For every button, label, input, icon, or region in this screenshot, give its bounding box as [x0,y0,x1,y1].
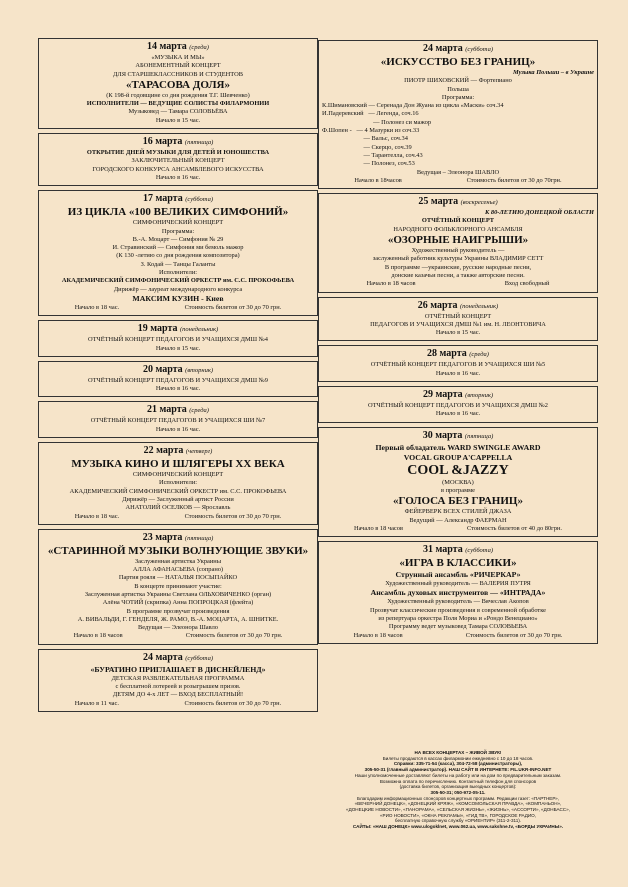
event-weekday: (понедельник) [460,302,499,310]
event-footer-item: Стоимость билетов от 30 до 70грн. [466,176,562,184]
event-footer [322,525,594,533]
event-date [322,544,594,557]
event-card [318,40,598,189]
event-card [38,401,318,438]
event-line: «ТАРАСОВА ДОЛЯ» [126,78,230,91]
footer-line: НА ВСЕХ КОНЦЕРТАХ – ЖИВОЙ ЗВУК! [414,750,502,755]
event-date-text: 26 марта [417,299,458,311]
event-line: АБОНЕМЕНТНЫЙ КОНЦЕРТ [135,62,221,70]
event-date-text: 19 марта [137,323,178,335]
event-weekday: (суббота) [465,547,493,555]
event-weekday: (вторник) [185,366,214,374]
event-line: Программа: [161,227,195,235]
event-date [322,43,594,56]
event-footer [322,177,594,185]
event-footer-item: Стоимость билетов от 30 до 70 грн. [185,632,283,640]
event-line: В.-А. Моцарт — Симфония № 29 [132,235,224,243]
event-weekday: (суббота) [185,654,213,662]
event-footer [42,304,314,312]
event-line: ИСПОЛНИТЕЛИ — ВЕДУЩИЕ СОЛИСТЫ ФИЛАРМОНИИ [86,100,270,108]
event-line: ДЕТСКАЯ РАЗВЛЕКАТЕЛЬНАЯ ПРОГРАММА [111,674,245,682]
event-date [42,404,314,417]
event-line: Художественный руководитель — [411,247,505,255]
event-line: Ведущая — Элеонора Шавло [138,624,218,632]
event-line: ФЕЙЕРВЕРК ВСЕХ СТИЛЕЙ ДЖАЗА [404,508,512,516]
event-card [38,361,318,398]
footer-line: САЙТЫ: «НАШ ДОНЕЦК» www.ulogoklnet, www.062.ua, www.sakshne.tv, «БОРДЫ УКРАИНЫ». [352,824,564,830]
event-date [42,532,314,545]
event-line: Начало в 15 час. [155,116,201,124]
event-footer-item: Стоимость билетов от 30 до 70 грн. [184,512,282,520]
event-footer [42,513,314,521]
event-footer-item: Начало в 18 часов [73,632,123,640]
event-footer-item: Стоимость билетов от 40 до 80грн. [466,524,562,532]
event-line: К 80-ЛЕТИЮ ДОНЕЦКОЙ ОБЛАСТИ [484,209,594,217]
footer-line: (доставка билетов, организация выездных концертов): [399,784,517,790]
event-line: ПЕДАГОГОВ И УЧАЩИХСЯ ДМШ №1 им. Н. ЛЕОНТОВИЧА [370,320,546,328]
event-date [322,300,594,313]
event-weekday: (воскресенье) [460,199,498,207]
event-line: ДЕТЯМ ДО 4-х ЛЕТ — ВХОД БЕСПЛАТНЫЙ! [112,691,244,699]
event-line: Ансамбль духовых инструментов — «ИНТРАДА» [370,588,546,598]
event-date-text: 25 марта [418,196,459,208]
event-weekday: (понедельник) [180,326,219,334]
event-card [318,541,598,644]
event-date [42,652,314,665]
event-line: В концерте принимают участие: [134,582,222,590]
event-line: МАКСИМ КУЗИН - Киев [132,293,224,303]
event-date-text: 28 марта [427,348,467,360]
event-footer-item: Стоимость билетов от 30 до 70 грн. [465,631,563,639]
event-line: МУЗЫКА КИНО И ШЛЯГЕРЫ XX ВЕКА [71,458,285,471]
event-date [322,430,594,443]
event-date [42,445,314,458]
event-date-text: 20 марта [142,363,183,375]
event-line: ОТЧЁТНЫЙ КОНЦЕРТ [421,217,495,225]
event-card [38,133,318,186]
right-column [318,40,598,644]
event-line: ЗАКЛЮЧИТЕЛЬНЫЙ КОНЦЕРТ [131,157,225,165]
footer-line: Билеты продаются в кассах филармонии ежедневно с 10 до 18 часов. [382,755,534,761]
event-line: Ведущий — Александр ФАЕРМАН [409,516,507,524]
event-line: Программу ведет музыковед Тамара СОЛОВЬЕВА [388,623,528,631]
event-line: И.Падеревский — Легенда, соч.16 [322,110,419,118]
event-weekday: (среда) [189,44,209,51]
event-footer-item: Стоимость билетов от 30 до 70 грн. [184,699,282,707]
event-date-text: 24 марта [423,43,463,54]
event-footer [42,700,314,708]
footer-line: «ВЕЧЕРНИЙ ДОНЕЦК», «ДОНЕЦКИЙ КРЯЖ», «КОМСОМОЛЬСКАЯ ПРАВДА», «КОМПАНЬОН», [354,801,562,807]
footer-line: 305-50-31 (главный администратор). НАШ САЙТ В ИНТЕРНЕТЕ: FIL.UKR-INFO.NET [364,767,552,773]
event-line: К.Шимановский — Серенада Дон Жуана из цикла «Маски» соч.34 [322,102,504,110]
event-line: НАРОДНОГО ФОЛЬКЛОРНОГО АНСАМБЛЯ [393,225,523,233]
event-footer-item: Начало в 18 часов [353,524,403,532]
left-column [38,38,318,712]
footer-line: Справки: 335-71-54 (касса), 304-72-58 (администраторы), [393,761,523,767]
event-line: Программа: [441,93,475,101]
event-line: Струнный ансамбль «РИЧЕРКАР» [395,570,521,580]
event-card [38,38,318,129]
event-line: из репертуара оркестра Поля Мориа и «Рондо Венециано» [378,614,538,622]
footer-line: «ДОНЕЦКИЕ НОВОСТИ», «ПАНОРАМА», «СЕЛЬСКАЯ ЖИЗНЬ», «ЖИЗНЬ», «АССОРТИ», «ДОНБАСС», [346,807,570,813]
footer-line: Наши уполномоченные доставляют билеты на работу или на дом по предварительным заказам. [354,772,562,778]
event-line: Начало в 15 час. [435,329,481,337]
event-line: А. ВИВАЛЬДИ, Г. ГЕНДЕЛЯ, Ж. РАМО, В.-А. МОЦАРТА, А. ШНИТКЕ. [77,615,279,623]
event-line: Польша [447,85,469,93]
event-footer-item: Начало в 18 час. [74,512,120,520]
event-line: Дирижёр — Заслуженный артист России [122,495,234,503]
event-line: Начало в 16 час. [155,173,201,181]
event-card [318,193,598,292]
event-date-text: 14 марта [147,41,187,52]
event-line: Художественный руководитель — Вячеслав Акопов [387,598,529,606]
event-line: — Скерцо, соч.39 [322,143,412,151]
event-line: Начало в 16 час. [435,369,481,377]
event-line: «МУЗЫКА И МЫ» [151,54,205,61]
event-date-text: 21 марта [147,404,187,416]
event-line: «БУРАТИНО ПРИГЛАШАЕТ В ДИСНЕЙЛЕНД» [90,664,266,674]
event-date-text: 29 марта [422,389,463,401]
event-line: Музыка Польши – в Украине [512,69,594,76]
event-line: АКАДЕМИЧЕСКИЙ СИМФОНИЧЕСКИЙ ОРКЕСТР им. С.С. ПРОКОФЬЕВА [69,487,287,495]
event-footer-item: Начало в 18 часов [353,631,403,639]
event-date [322,348,594,361]
event-line: ОТЧЁТНЫЙ КОНЦЕРТ [424,312,492,320]
event-line: Заслуженная артистка Украины [134,557,222,565]
event-line: Исполнители: [158,479,198,487]
event-date-text: 23 марта [142,531,183,543]
event-line: И. Стравинский — Симфония ми бемоль мажор [112,244,244,252]
event-line: АКАДЕМИЧЕСКИЙ СИМФОНИЧЕСКИЙ ОРКЕСТР им. С.С. ПРОКОФЬЕВА [61,277,295,285]
event-card [38,529,318,645]
event-line: — Вальс, соч.34 [322,135,408,143]
event-weekday: (среда) [469,351,489,359]
footer-line: «РИО НОВОСТИ», «ОКНА РЕКЛАМЫ», «ГИД ТВ», ГОРОДСКОЕ РАДИО, [379,812,537,818]
event-line: «СТАРИННОЙ МУЗЫКИ ВОЛНУЮЩИЕ ЗВУКИ» [47,544,309,557]
event-line: COOL &JAZZY [407,462,509,478]
event-card [38,649,318,712]
event-line: Художественный руководитель — ВАЛЕРИЯ ПУТРЯ [385,580,531,588]
event-weekday: (четверг) [185,448,213,456]
event-card [318,297,598,342]
event-line: (К 198-й годовщине со дня рождения Т.Г. Шевченко) [106,91,250,99]
event-card [318,427,598,537]
event-line: Дирижёр — лауреат международного конкурса [113,285,243,293]
event-line: (МОСКВА) [442,478,474,486]
event-line: в программе [440,486,475,494]
event-date [322,389,594,402]
event-card [318,386,598,423]
event-footer-item: Начало в 18 часов [366,280,416,288]
event-line: заслуженный работник культуры Украины ВЛАДИМИР СЕТТ [372,255,544,263]
event-line: Начало в 15 час. [155,344,201,352]
event-line: Музыковед — Тамара СОЛОВЬЁВА [128,108,228,116]
event-line: СИМФОНИЧЕСКИЙ КОНЦЕРТ [132,471,224,479]
event-line: ПИОТР ШИХОВСКИЙ — Фортепиано [404,77,512,85]
event-line: ГОРОДСКОГО КОНКУРСА АНСАМБЛЕВОГО ИСКУССТВА [92,165,264,173]
event-line: «ИСКУССТВО БЕЗ ГРАНИЦ» [380,56,536,68]
event-line: ОТЧЁТНЫЙ КОНЦЕРТ ПЕДАГОГОВ И УЧАЩИХСЯ ДМШ №9 [88,376,268,384]
event-line: ДЛЯ СТАРШЕКЛАССНИКОВ И СТУДЕНТОВ [113,70,243,78]
event-weekday: (пятница) [464,432,494,440]
event-line: В программе —украинские, русские народные песни, [384,263,532,271]
event-date [42,364,314,377]
event-line: Заслуженная артистка Украины Светлана ОЛЬХОВИЧЕНКО (орган) [84,590,272,598]
event-line: ОТЧЁТНЫЙ КОНЦЕРТ ПЕДАГОГОВ И УЧАЩИХСЯ ДМШ №4 [88,336,268,344]
event-line: ОТЧЁТНЫЙ КОНЦЕРТ ПЕДАГОГОВ И УЧАЩИХСЯ ДМШ №2 [368,402,548,410]
event-date [42,193,314,206]
event-line: VOCAL GROUP A'CAPPELLA [403,452,513,462]
event-weekday: (суббота) [465,46,493,53]
event-line: Исполнители: [158,269,198,277]
event-line: ОТКРЫТИЕ ДНЕЙ МУЗЫКИ ДЛЯ ДЕТЕЙ И ЮНОШЕСТВА [86,149,270,157]
event-line: — Полонез, соч.53 [322,160,415,168]
footer-line: Благодарим информационных спонсоров концертных программ. Редакции газет: «ПАРТНЕР», [357,795,559,801]
event-weekday: (пятница) [184,139,214,147]
event-line: Начало в 16 час. [435,410,481,418]
event-date-text: 22 марта [143,445,184,457]
event-line: ИЗ ЦИКЛА «100 ВЕЛИКИХ СИМФОНИЙ» [67,206,289,219]
event-line: Начало в 16 час. [155,385,201,393]
event-line: АНАТОЛИЙ ОСЕЛКОВ — Ярославль [125,504,231,512]
event-footer-item: Начало в 18часов [354,176,402,184]
event-line: СИМФОНИЧЕСКИЙ КОНЦЕРТ [132,219,224,227]
event-line: «ГОЛОСА БЕЗ ГРАНИЦ» [393,495,523,508]
event-date-text: 24 марта [143,651,183,663]
event-footer-item: Стоимость билетов от 30 до 70 грн. [184,303,282,311]
event-line: ОТЧЁТНЫЙ КОНЦЕРТ ПЕДАГОГОВ И УЧАЩИХСЯ ШИ №7 [90,417,266,425]
event-footer [42,632,314,640]
event-card [38,190,318,316]
footer-line: Возможна оплата по перечислению. Контактный телефон для спонсоров [379,778,537,784]
event-card [318,345,598,382]
event-line: Прозвучат классические произведения в современной обработке [369,606,547,614]
event-weekday: (вторник) [465,392,494,400]
event-line: Начало в 16 час. [155,425,201,433]
event-footer-item: Вход свободный [504,280,550,288]
event-line: Партия рояля — НАТАЛЬЯ ПОСЫПАЙКО [118,574,238,582]
event-line: В программе прозвучат произведения [126,607,230,615]
event-line: Ф.Шопен - — 4 Мазурки из соч.33 [322,127,420,135]
event-footer-item: Начало в 11 час. [74,699,119,707]
event-footer-item: Начало в 18 час. [74,303,120,311]
footer-line: бесплатную справочную службу «ОРИЕНТИР» (311-2-311). [394,818,522,824]
event-line: — Полонез си мажор [322,118,432,126]
footer-info [318,750,598,830]
event-date [322,196,594,209]
event-line: Ведущая – Элеонора ШАВЛО [416,168,500,176]
event-line: Алёна ЧОТИЙ (скрипка) Анна ПОПРОЦКАЯ (флейта) [102,599,254,607]
event-card [38,320,318,357]
event-date-text: 31 марта [423,544,463,556]
event-footer [322,632,594,640]
event-line: — Тарантелла, соч.43 [322,151,423,159]
event-weekday: (среда) [189,407,209,415]
event-line: Первый обладатель WARD SWINGLE AWARD [375,442,541,452]
event-card [38,442,318,525]
event-line: ОТЧЁТНЫЙ КОНЦЕРТ ПЕДАГОГОВ И УЧАЩИХСЯ ШИ №5 [370,361,546,369]
event-date [42,323,314,336]
event-date [42,136,314,149]
event-line: «ИГРА В КЛАССИКИ» [399,557,517,570]
event-date-text: 17 марта [143,193,183,205]
event-weekday: (пятница) [184,534,214,542]
event-footer [322,280,594,288]
footer-line: 305-50-31; 050-972-05-11. [430,789,486,795]
event-date [42,41,314,54]
event-line: «ОЗОРНЫЕ НАИГРЫШИ» [387,234,529,247]
event-line: (К 130 -летию со дня рождения композитора) [116,252,240,260]
event-line: донские казачьи песни, а также авторские песни. [391,271,525,279]
event-date-text: 30 марта [422,429,463,441]
event-weekday: (суббота) [185,196,213,204]
event-line: АЛЛА АФАНАСЬЕВА (сопрано) [132,566,224,574]
event-date-text: 16 марта [142,136,183,148]
event-line: З. Кодай — Танцы Галанты [140,260,216,268]
event-line: с бесплатной лотереей и розыгрышем призов. [115,683,241,691]
